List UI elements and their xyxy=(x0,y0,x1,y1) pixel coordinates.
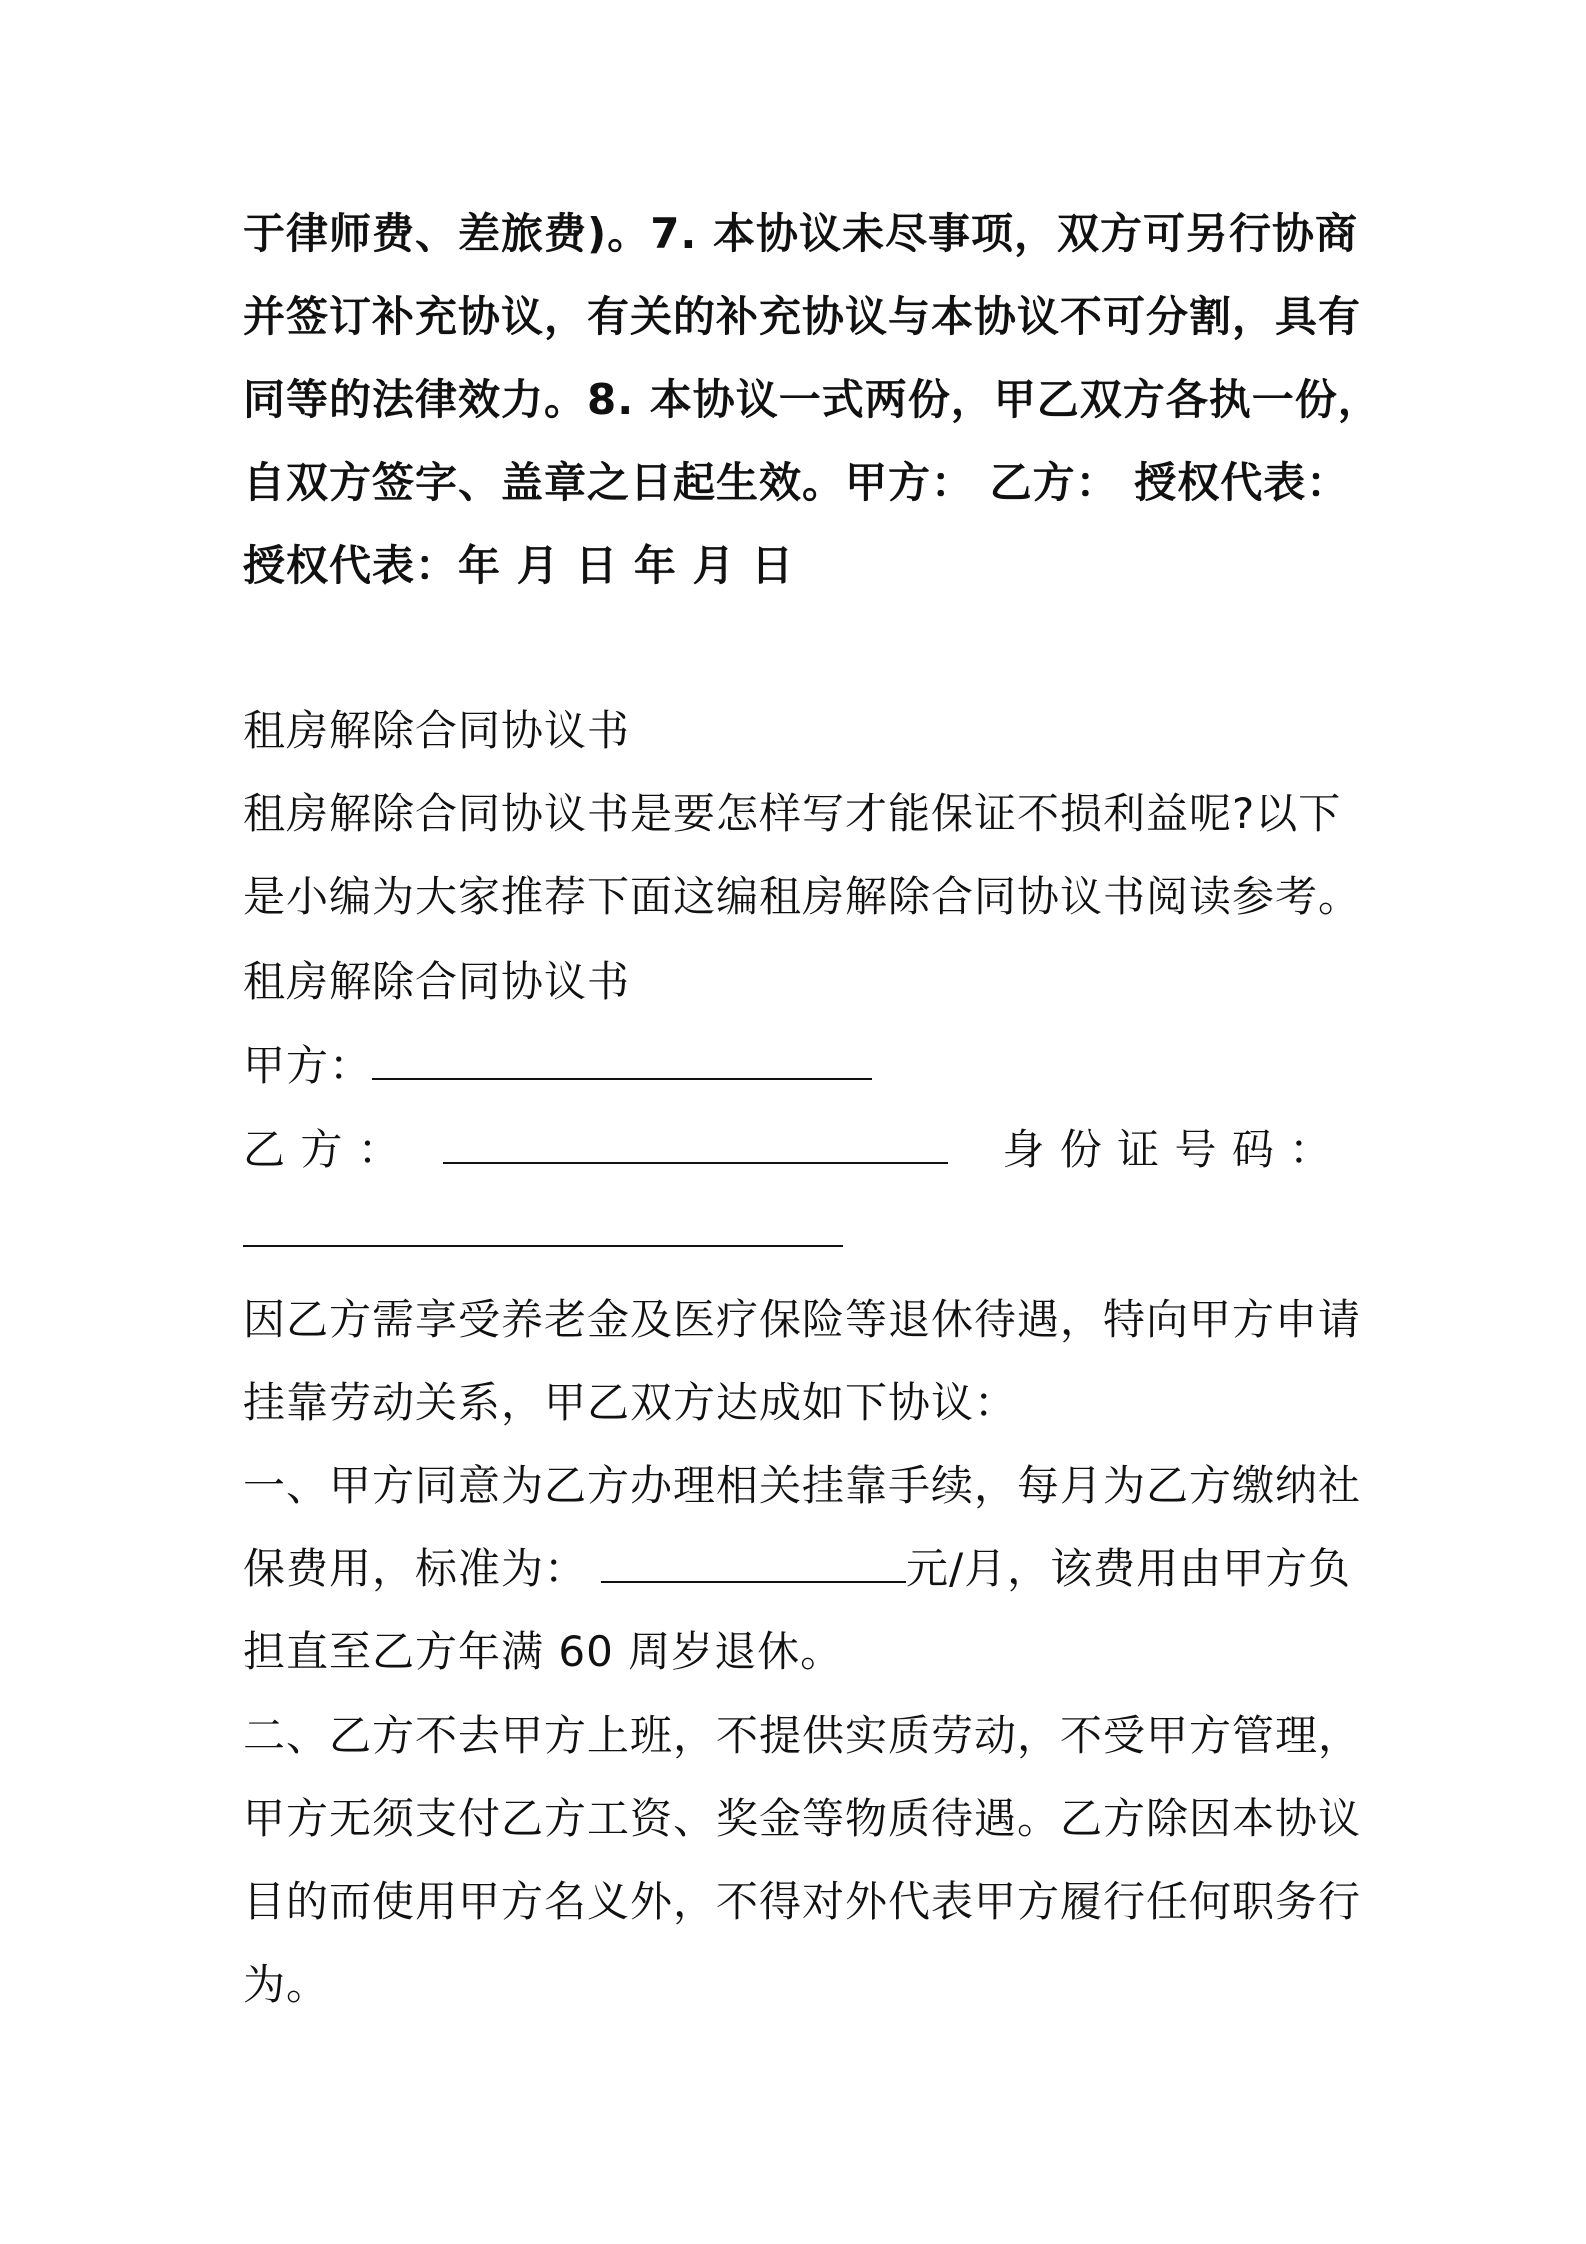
prev-agreement-line-2: 并签订补充协议，有关的补充协议与本协议不可分割，具有 xyxy=(243,292,1362,341)
clause-2-line-4: 为。 xyxy=(243,1960,330,2009)
clause-2-line-3: 目的而使用甲方名义外，不得对外代表甲方履行任何职务行 xyxy=(243,1877,1362,1926)
party-b-row xyxy=(243,1108,1332,1191)
party-a-blank xyxy=(372,1028,872,1080)
clause-2-line-1: 二、乙方不去甲方上班，不提供实质劳动，不受甲方管理， xyxy=(243,1711,1362,1760)
section-title: 租房解除合同协议书 xyxy=(243,706,631,755)
party-b-blank xyxy=(443,1112,948,1164)
prev-agreement-line-1: 于律师费、差旅费)。7. 本协议未尽事项，双方可另行协商 xyxy=(243,209,1358,258)
clause-1-suffix: 元/月，该费用由甲方负 xyxy=(906,1544,1352,1593)
prev-agreement-line-5: 授权代表：年 月 日 年 月 日 xyxy=(243,541,795,590)
intro-line-2: 是小编为大家推荐下面这编租房解除合同协议书阅读参考。 xyxy=(243,872,1362,921)
id-number-row xyxy=(243,1191,843,1274)
party-a-label: 甲方： xyxy=(243,1041,373,1090)
preamble-line-2: 挂靠劳动关系，甲乙双方达成如下协议： xyxy=(243,1378,1018,1427)
contract-title: 租房解除合同协议书 xyxy=(243,957,631,1006)
prev-agreement-line-4: 自双方签字、盖章之日起生效。甲方： 乙方： 授权代表： xyxy=(243,458,1350,507)
id-number-blank xyxy=(243,1195,843,1247)
clause-1-prefix: 保费用，标准为： xyxy=(243,1544,588,1593)
party-a-row xyxy=(243,1024,872,1107)
id-number-label: 身 份 证 号 码 ： xyxy=(1002,1125,1333,1174)
prev-agreement-line-3: 同等的法律效力。8. 本协议一式两份，甲乙双方各执一份， xyxy=(243,375,1381,424)
intro-line-1: 租房解除合同协议书是要怎样写才能保证不损利益呢?以下 xyxy=(243,789,1342,838)
party-b-label: 乙 方 ： xyxy=(243,1125,401,1174)
clause-1-line-2 xyxy=(243,1527,1351,1610)
clause-2-line-2: 甲方无须支付乙方工资、奖金等物质待遇。乙方除因本协议 xyxy=(243,1794,1362,1843)
clause-1-line-1: 一、甲方同意为乙方办理相关挂靠手续，每月为乙方缴纳社 xyxy=(243,1461,1362,1510)
clause-1-line-3: 担直至乙方年满 60 周岁退休。 xyxy=(243,1627,844,1676)
fee-blank xyxy=(601,1531,906,1583)
preamble-line-1: 因乙方需享受养老金及医疗保险等退休待遇，特向甲方申请 xyxy=(243,1295,1362,1344)
